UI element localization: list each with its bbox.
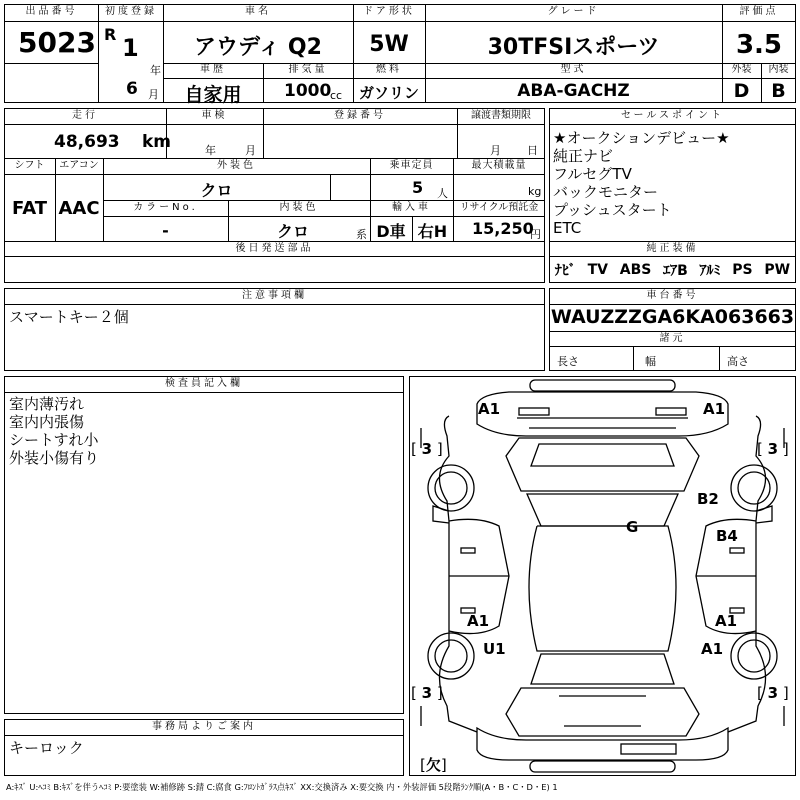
equipment-list: [549, 259, 796, 281]
recycle-unit: 円: [530, 228, 541, 241]
inspector-line: 外装小傷有り: [9, 449, 100, 467]
inspector-line: 室内内張傷: [9, 413, 85, 431]
int-color-suffix: 系: [356, 228, 367, 241]
width-label: 幅: [645, 355, 656, 368]
mileage-unit: km: [142, 132, 172, 152]
later-parts-label: 後日発送部品: [235, 243, 314, 254]
tire-rl: [ 3 ]: [411, 684, 443, 702]
reg-year: 1: [122, 34, 139, 62]
max-load-unit: kg: [528, 185, 542, 198]
displacement-label: 排気量: [288, 64, 328, 75]
int-color: クロ: [276, 222, 309, 241]
recycle-fee: 15,250: [472, 219, 534, 238]
mileage: 48,693: [54, 132, 120, 152]
sales-point-item: フルセグTV: [553, 165, 632, 183]
sales-point-item: プッシュスタート: [553, 201, 672, 219]
inspection-month-unit: 月: [245, 144, 256, 157]
color-no-label: カラーNo.: [133, 202, 198, 213]
equipment-item: TV: [587, 262, 609, 278]
inspection-year-unit: 年: [205, 144, 216, 157]
equipment-item: PS: [732, 262, 753, 278]
inspector-line: 室内薄汚れ: [9, 395, 85, 413]
mark-right-rear: A1: [701, 640, 724, 658]
import-d: D車: [376, 222, 406, 241]
sales-point-item: 純正ナビ: [553, 147, 614, 165]
interior-grade: B: [771, 80, 786, 102]
office-label: 事務局よりご案内: [152, 721, 256, 732]
interior-label: 内装: [768, 64, 789, 75]
reg-month: 6: [126, 79, 138, 99]
displacement: 1000: [284, 81, 332, 101]
import-label: 輸入車: [392, 202, 431, 213]
ac: AAC: [58, 198, 100, 219]
height-label: 高さ: [727, 355, 749, 368]
transfer-month-unit: 月: [490, 144, 501, 157]
mark-front-left: A1: [478, 400, 501, 418]
max-load-label: 最大積載量: [471, 160, 527, 171]
recycle-label: リサイクル預託金: [459, 202, 539, 213]
transfer-label: 譲渡書類期限: [471, 110, 531, 121]
exterior-label: 外装: [731, 64, 752, 75]
inspector-label: 検査員記入欄: [165, 378, 243, 389]
ext-color-label: 外装色: [217, 160, 256, 171]
int-color-label: 内装色: [279, 202, 319, 213]
shift: FAT: [11, 198, 48, 219]
office-text: キーロック: [9, 739, 84, 757]
fuel-label: 燃料: [376, 64, 402, 75]
fuel: ガソリン: [358, 84, 419, 102]
era: R: [104, 25, 117, 44]
model-label: 型式: [560, 64, 587, 75]
capacity-unit: 人: [437, 187, 448, 200]
mark-roof: G: [626, 518, 639, 536]
model-code: ABA-GACHZ: [517, 81, 630, 101]
lot-number: 5023: [18, 26, 96, 59]
registration-label: 登録番号: [334, 110, 386, 121]
chassis-number: WAUZZZGA6KA063663: [550, 306, 795, 328]
equipment-item: ﾅﾋﾞ: [554, 263, 576, 279]
sales-point-item: ETC: [553, 219, 582, 237]
mark-left-rear-door: A1: [467, 612, 490, 630]
inspection-label: 車検: [201, 110, 228, 121]
shift-label: シフト: [14, 160, 45, 171]
equipment-label: 純正装備: [646, 243, 699, 254]
sales-point-item: バックモニター: [553, 183, 659, 201]
exterior-grade: D: [733, 80, 750, 102]
notes-label: 注意事項欄: [242, 290, 307, 301]
grade-label: グレード: [547, 6, 600, 17]
legend: A:ｷｽﾞ U:ﾍｺﾐ B:ｷｽﾞを伴うﾍｺﾐ P:要塗装 W:補修跡 S:錆 C:腐食 G:ﾌﾛﾝﾄｶﾞﾗｽ点ｷｽﾞ XX:交換済み X:要交換 内・外装評価 5段階ﾗﾝｸ順(A・B・C・D・E) 1: [6, 782, 558, 792]
color-no: -: [162, 221, 169, 240]
tire-rr: [ 3 ]: [757, 684, 789, 702]
equipment-item: PW: [764, 262, 791, 278]
spare-tire: [欠]: [420, 756, 447, 774]
first-reg-label: 初度登録: [105, 6, 157, 17]
mark-right-front: B2: [697, 490, 719, 508]
door-label: ドア形状: [363, 6, 415, 17]
notes-text: スマートキー２個: [9, 308, 129, 326]
car-name: アウディ Q2: [194, 35, 322, 60]
import-h: 右H: [417, 222, 448, 241]
door-type: 5W: [369, 32, 409, 57]
capacity-label: 乗車定員: [389, 160, 434, 171]
score-label: 評価点: [739, 6, 779, 17]
ext-color: クロ: [200, 181, 233, 200]
car-outline: [409, 376, 796, 776]
mark-front-right: A1: [703, 400, 726, 418]
chassis-label: 車台番号: [646, 290, 699, 301]
equipment-item: ｴｱB: [663, 263, 688, 279]
mark-right-rear-door: A1: [715, 612, 738, 630]
lot-label: 出品番号: [25, 6, 78, 17]
capacity: 5: [412, 178, 424, 197]
month-unit: 月: [148, 88, 159, 101]
history: 自家用: [184, 84, 242, 106]
grade: 30TFSIスポーツ: [487, 35, 660, 60]
mark-left-rear: U1: [483, 640, 506, 658]
ac-label: エアコン: [59, 160, 99, 171]
displacement-unit: cc: [330, 89, 343, 102]
inspector-line: シートすれ小: [9, 431, 99, 449]
car-name-label: 車名: [245, 6, 271, 17]
transfer-day-unit: 日: [527, 144, 538, 157]
sales-points-label: セールスポイント: [620, 110, 725, 121]
score: 3.5: [735, 30, 783, 60]
mileage-label: 走行: [72, 110, 98, 121]
history-label: 車歴: [200, 64, 226, 75]
tire-fl: [ 3 ]: [411, 440, 443, 458]
sales-point-item: ★オークションデビュー★: [553, 129, 730, 147]
length-label: 長さ: [557, 355, 579, 368]
equipment-item: ABS: [619, 262, 652, 278]
year-unit: 年: [150, 64, 161, 77]
equipment-item: ｱﾙﾐ: [699, 263, 721, 279]
dims-label: 諸元: [659, 333, 686, 344]
tire-fr: [ 3 ]: [757, 440, 789, 458]
mark-right-door: B4: [716, 527, 738, 545]
